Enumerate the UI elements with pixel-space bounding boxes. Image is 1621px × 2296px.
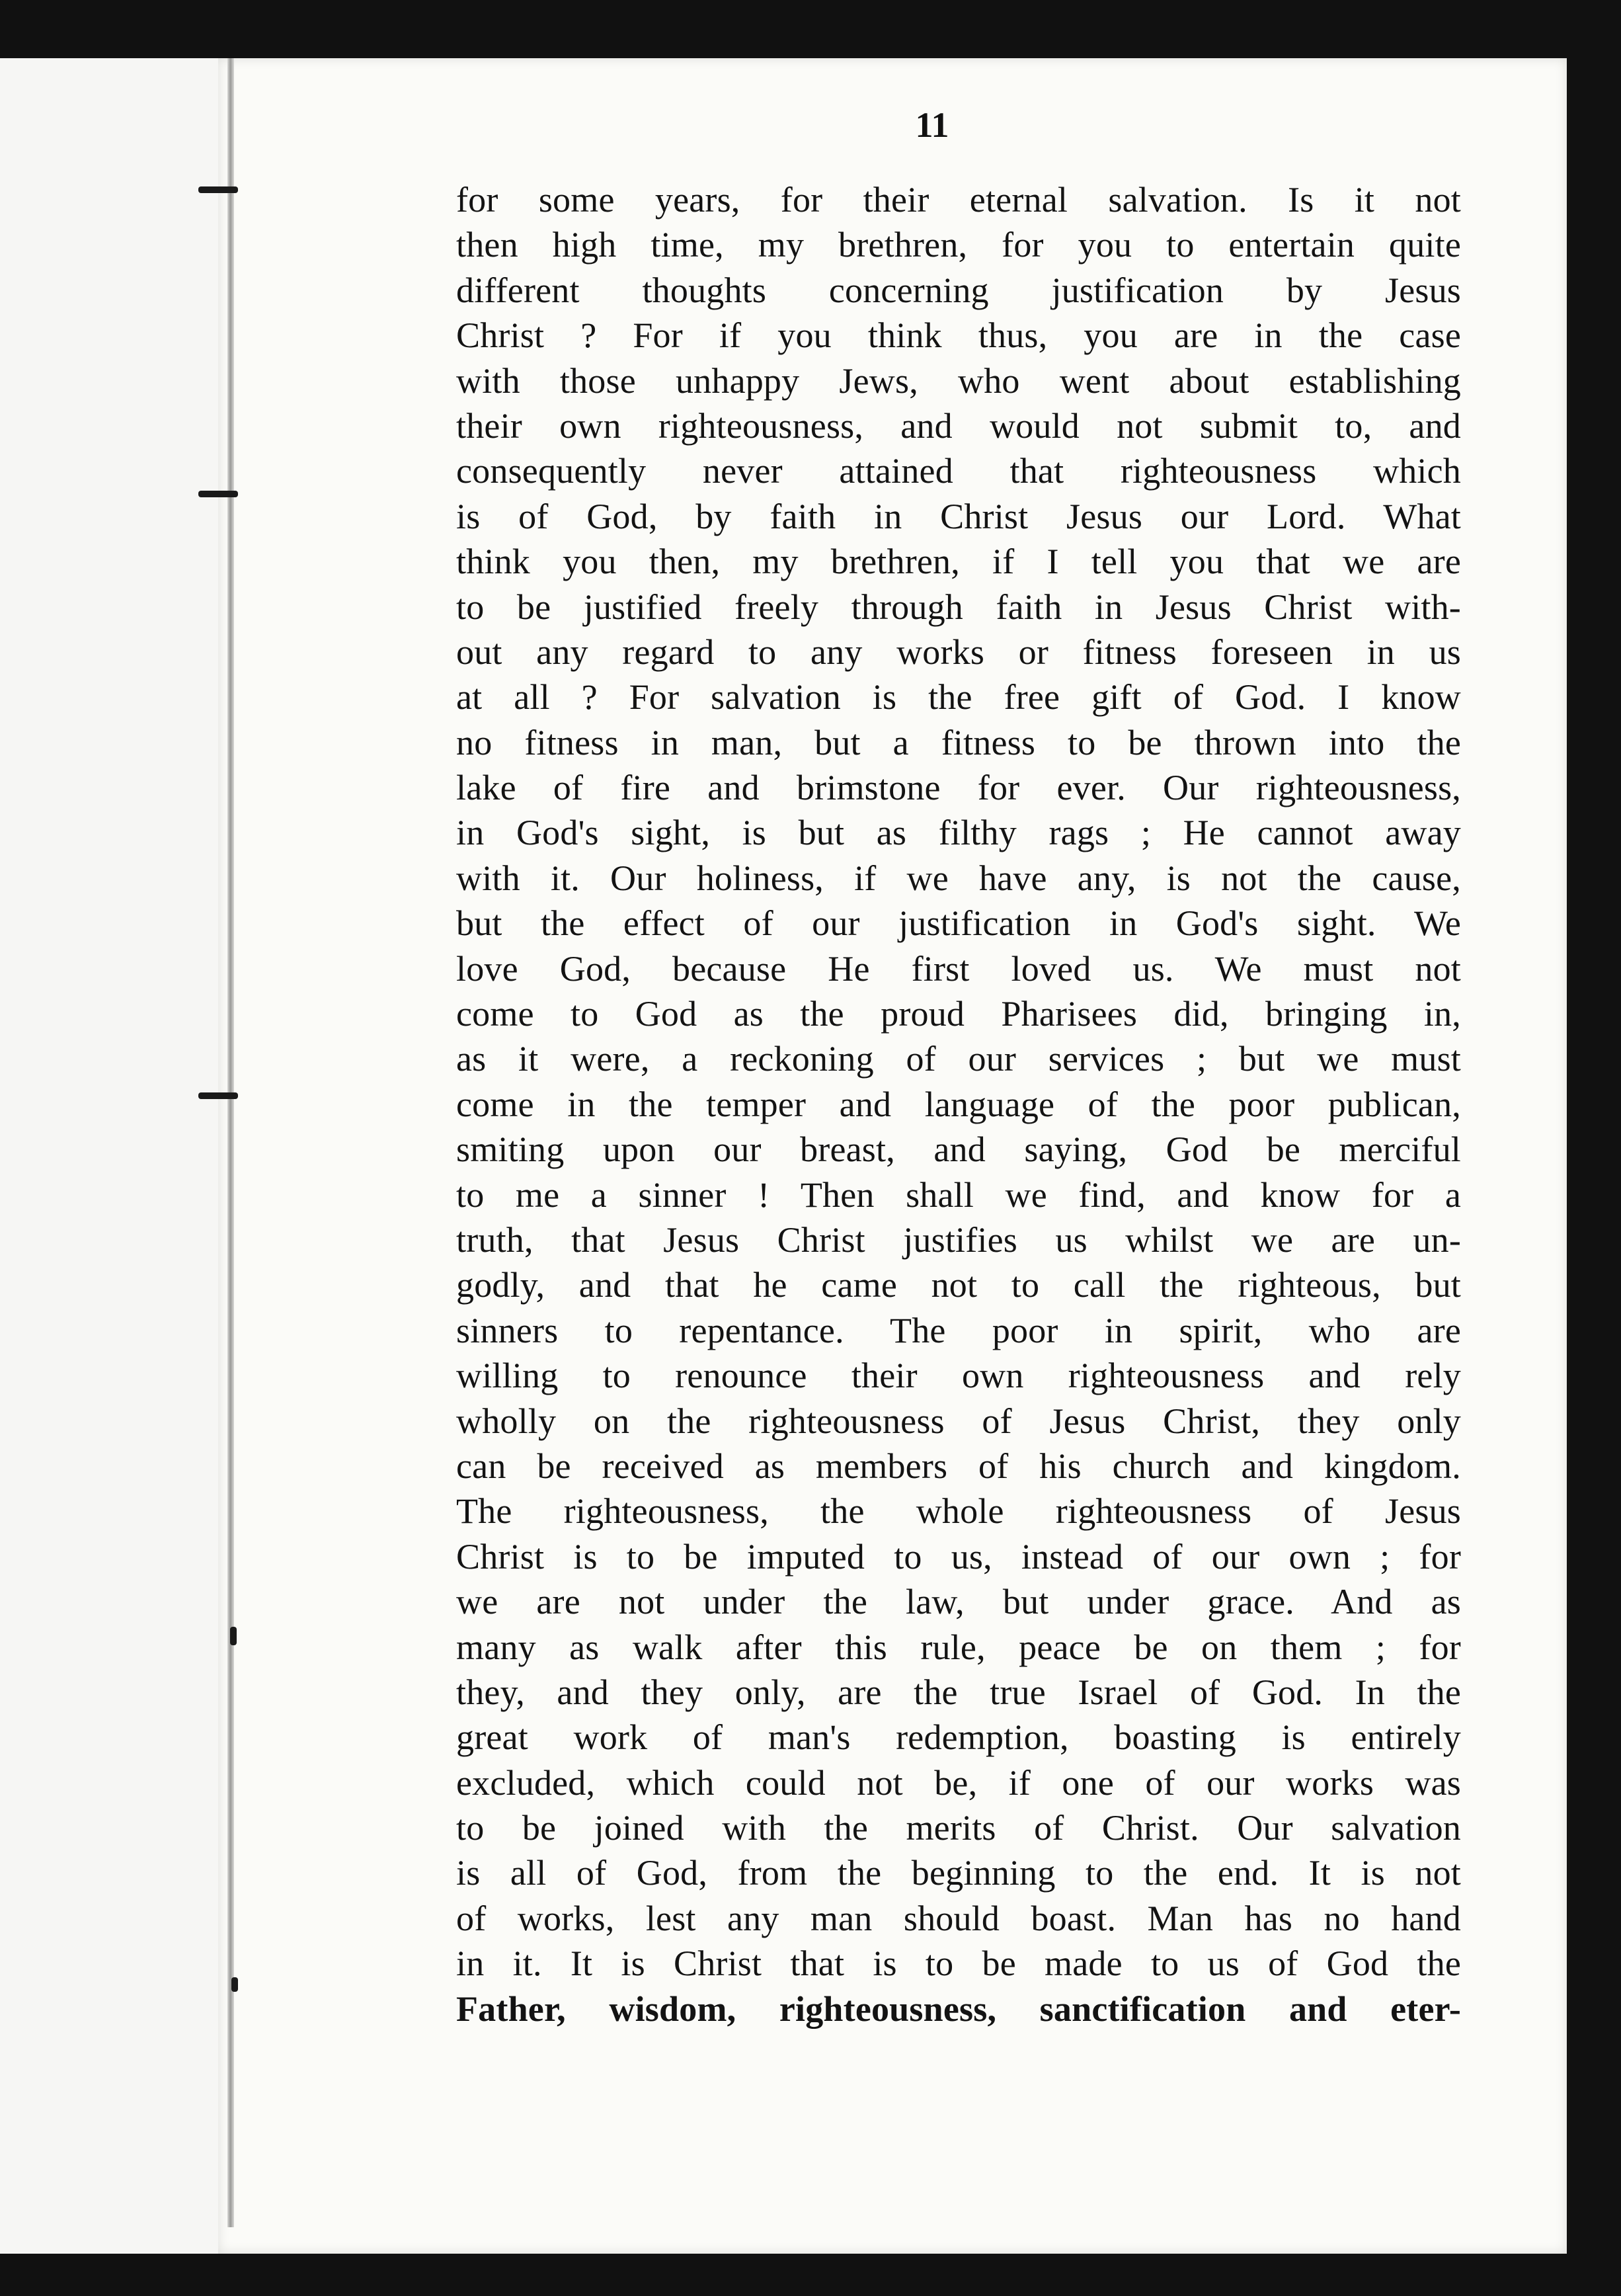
text-line: to be joined with the merits of Christ. Our salvation [456,1808,1461,1848]
text-line: The righteousness, the whole righteousness of Jesus [456,1491,1461,1532]
text-line: godly, and that he came not to call the righteous, but [456,1265,1461,1305]
binding-stitch [231,1977,238,1992]
text-line: love God, because He first loved us. We must not [456,948,1461,989]
text-line: we are not under the law, but under grace. And as [456,1582,1461,1622]
text-line: as it were, a reckoning of our services ; but we must [456,1039,1461,1079]
binding-stitch [198,186,238,193]
text-line: with it. Our holiness, if we have any, is not the cause, [456,858,1461,898]
text-line: many as walk after this rule, peace be on them ; for [456,1627,1461,1667]
text-line: of works, lest any man should boast. Man has no hand [456,1898,1461,1938]
text-line: to be justified freely through faith in Jesus Christ with- [456,587,1461,627]
text-line: no fitness in man, but a fitness to be thrown into the [456,722,1461,762]
text-line: with those unhappy Jews, who went about establishing [456,360,1461,401]
text-line: sinners to repentance. The poor in spirit, who are [456,1310,1461,1350]
text-line: think you then, my brethren, if I tell you that we are [456,542,1461,582]
binding-stitch [230,1627,237,1645]
text-line: smiting upon our breast, and saying, God be merciful [456,1129,1461,1170]
page-number: 11 [915,105,949,145]
binding-stitch [198,491,238,497]
text-line: is all of God, from the beginning to the end. It is not [456,1853,1461,1893]
text-line: to me a sinner ! Then shall we find, and know for a [456,1174,1461,1215]
text-line: lake of fire and brimstone for ever. Our righteousness, [456,768,1461,808]
text-line: excluded, which could not be, if one of our works was [456,1762,1461,1803]
text-line: at all ? For salvation is the free gift of God. I know [456,677,1461,718]
text-line: willing to renounce their own righteousness and rely [456,1356,1461,1396]
text-line: wholly on the righteousness of Jesus Christ, they only [456,1401,1461,1441]
facing-page-margin [0,58,218,2254]
text-line: but the effect of our justification in God's sight. We [456,903,1461,944]
body-text [456,177,1461,2031]
text-line: consequently never attained that righteousness which [456,451,1461,491]
text-line: great work of man's redemption, boasting is entirely [456,1717,1461,1758]
text-line: in it. It is Christ that is to be made to us of God the [456,1944,1461,1984]
text-line: their own righteousness, and would not submit to, and [456,405,1461,446]
text-line: out any regard to any works or fitness foreseen in us [456,632,1461,672]
text-line: then high time, my brethren, for you to entertain quite [456,225,1461,265]
text-line: come in the temper and language of the poor publican, [456,1084,1461,1124]
binding-stitch [198,1092,238,1099]
binding-fold [227,58,234,2227]
text-line: for some years, for their eternal salvation. Is it not [456,180,1461,220]
text-line: they, and they only, are the true Israel of God. In the [456,1672,1461,1712]
text-line: Christ ? For if you think thus, you are in the case [456,315,1461,356]
text-line: can be received as members of his church and kingdom. [456,1446,1461,1486]
text-line: Christ is to be imputed to us, instead of our own ; for [456,1536,1461,1577]
text-line: truth, that Jesus Christ justifies us whilst we are un- [456,1219,1461,1260]
text-line: Father, wisdom, righteousness, sanctification and eter- [456,1988,1461,2029]
text-line: come to God as the proud Pharisees did, bringing in, [456,994,1461,1034]
text-line: is of God, by faith in Christ Jesus our Lord. What [456,496,1461,536]
text-line: in God's sight, is but as filthy rags ; He cannot away [456,813,1461,853]
text-line: different thoughts concerning justification by Jesus [456,270,1461,310]
